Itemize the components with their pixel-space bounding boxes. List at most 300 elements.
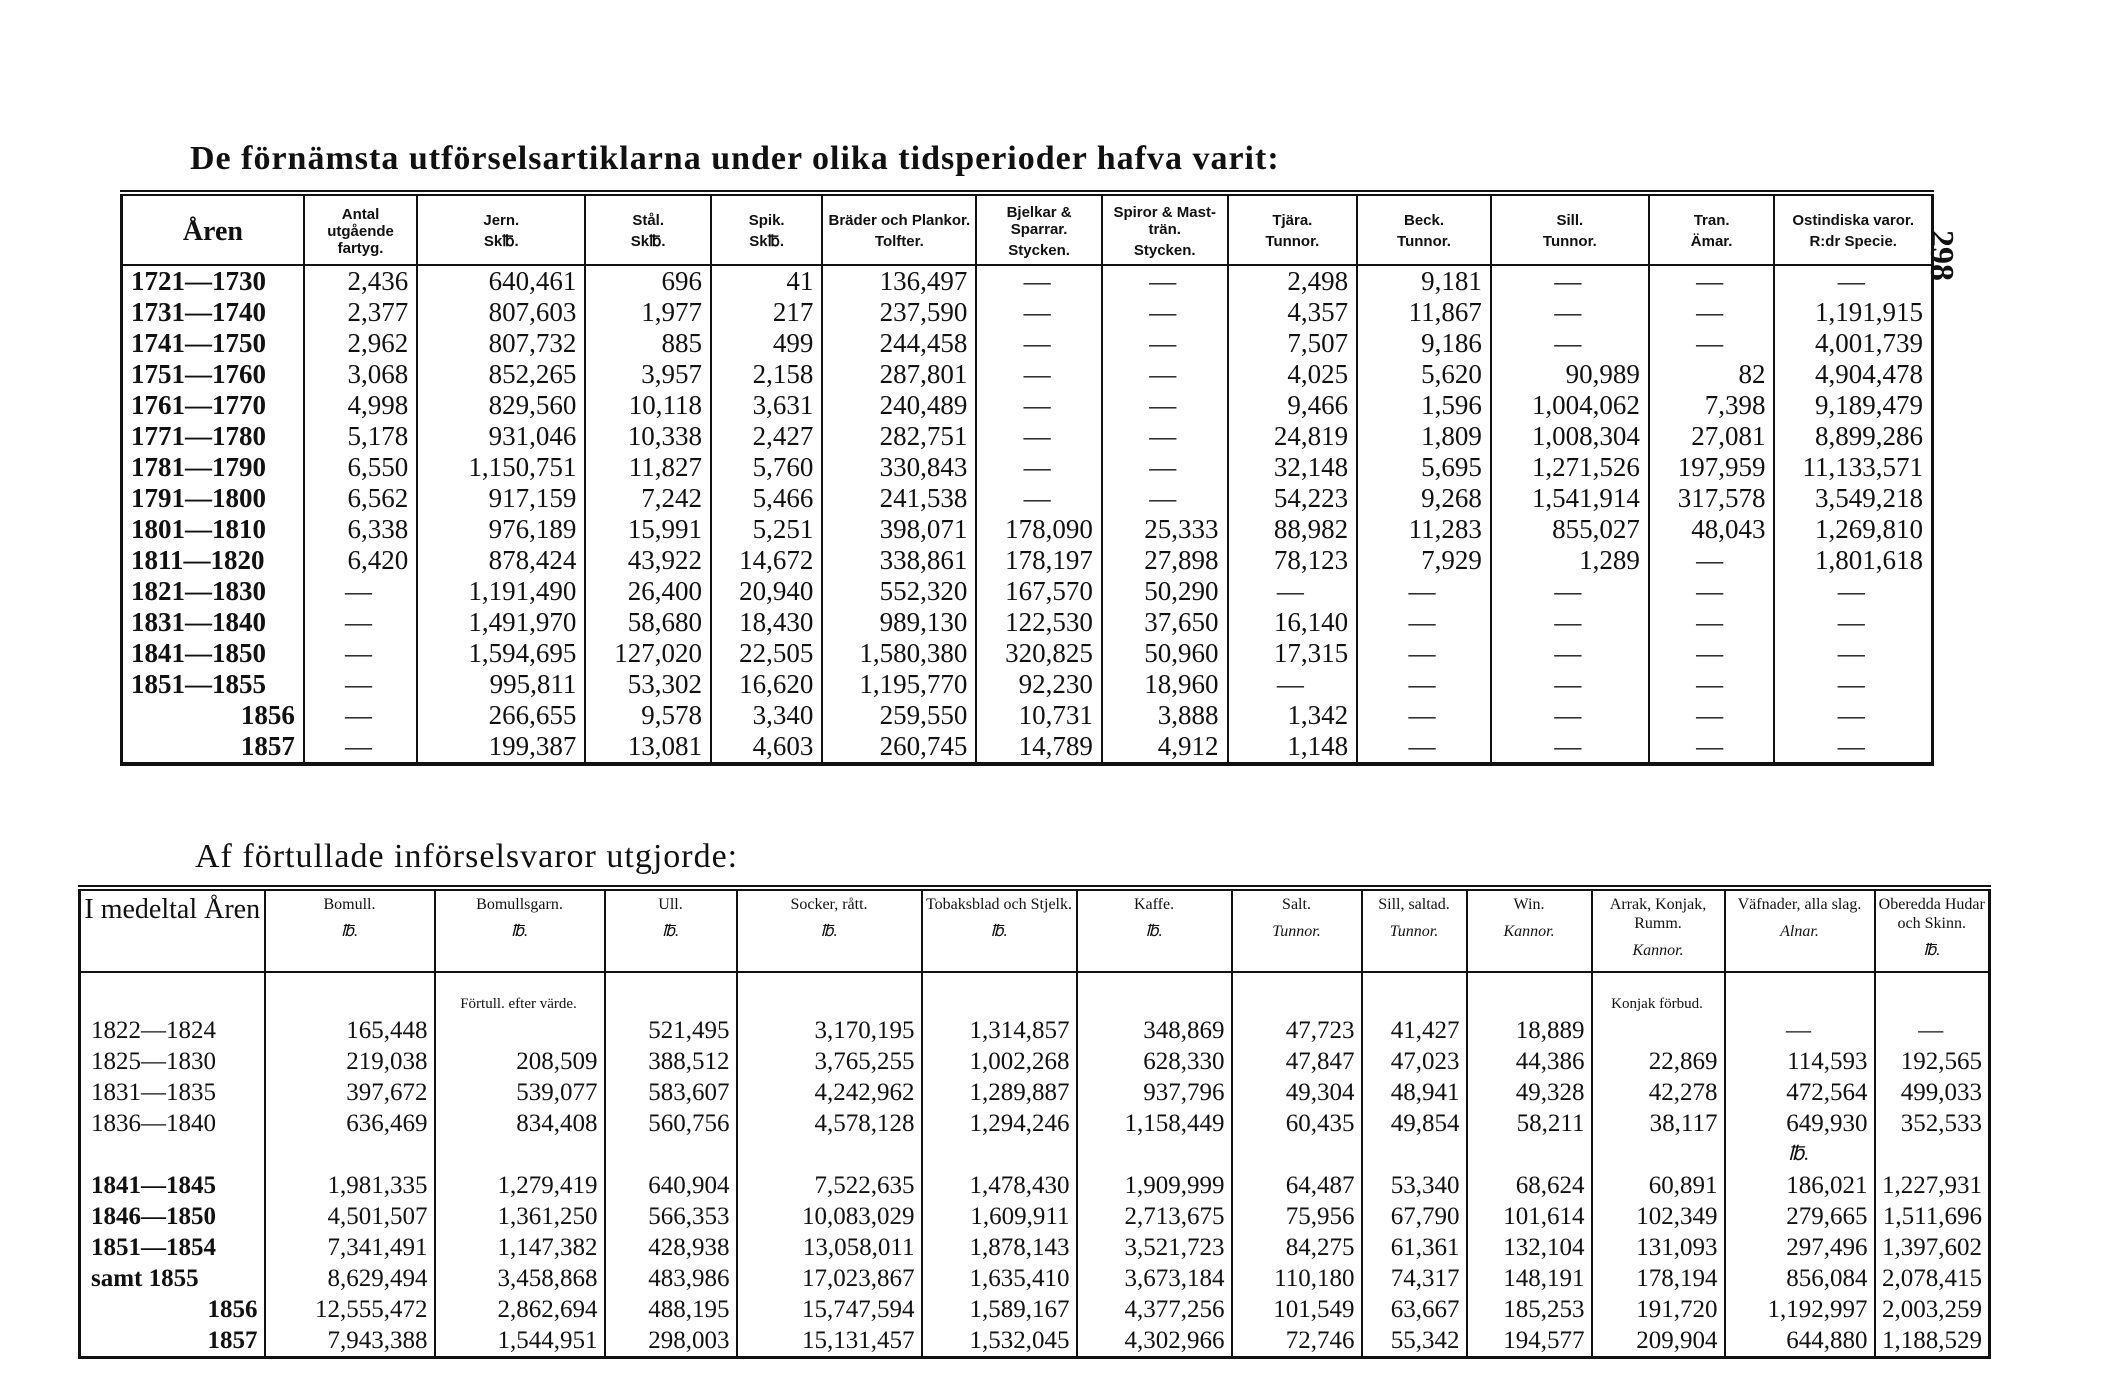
column-header <box>1228 193 1358 265</box>
table-cell: — <box>1102 265 1228 297</box>
export-table <box>120 190 1934 766</box>
table-cell: 7,929 <box>1357 545 1491 576</box>
table-cell: 61,361 <box>1362 1232 1467 1263</box>
row-year: 1856 <box>240 700 295 730</box>
column-header <box>1467 888 1592 972</box>
table-cell: 72,746 <box>1232 1325 1362 1358</box>
note-bomullsgarn: Förtull. efter värde. <box>435 972 605 1015</box>
table-cell: 2,862,694 <box>435 1294 605 1325</box>
table-cell <box>922 972 1077 1015</box>
column-header-name: Spik. <box>748 212 785 229</box>
table-cell: — <box>1228 669 1358 700</box>
row-year: 1836—1840 <box>91 1110 216 1137</box>
table-cell: 217 <box>711 297 822 328</box>
table-cell: 279,665 <box>1725 1201 1875 1232</box>
table-cell: 50,960 <box>1102 638 1228 669</box>
table-cell: 84,275 <box>1232 1232 1362 1263</box>
table-cell: 27,081 <box>1649 421 1775 452</box>
table-cell: — <box>304 731 417 764</box>
table-cell: 628,330 <box>1077 1046 1232 1077</box>
table-cell: 26,400 <box>585 576 711 607</box>
table-cell <box>80 1139 265 1170</box>
table-cell: 9,466 <box>1228 390 1358 421</box>
table-cell: 7,398 <box>1649 390 1775 421</box>
table-cell: 53,340 <box>1362 1170 1467 1201</box>
table-cell: 1,192,997 <box>1725 1294 1875 1325</box>
table-cell: 16,140 <box>1228 607 1358 638</box>
column-header-name: Sill, saltad. <box>1378 896 1450 913</box>
table-cell: 7,507 <box>1228 328 1358 359</box>
column-header <box>265 888 435 972</box>
table-cell: 14,672 <box>711 545 822 576</box>
column-header-name: Bomullsgarn. <box>476 896 563 913</box>
column-header-name: I medeltal Åren <box>84 894 261 925</box>
column-header <box>922 888 1077 972</box>
table-cell: 240,489 <box>822 390 976 421</box>
table-cell <box>265 972 435 1015</box>
table-cell: 10,118 <box>585 390 711 421</box>
table-row <box>122 669 1933 700</box>
table-cell: 48,941 <box>1362 1077 1467 1108</box>
table-cell: 22,505 <box>711 638 822 669</box>
row-year: 1851—1854 <box>91 1234 216 1261</box>
table-cell: 1,397,602 <box>1875 1232 1990 1263</box>
table-cell: 241,538 <box>822 483 976 514</box>
table-cell: 67,790 <box>1362 1201 1467 1232</box>
column-header-unit: Kannor. <box>1632 942 1684 959</box>
table-cell: 640,904 <box>605 1170 737 1201</box>
table-cell: 18,430 <box>711 607 822 638</box>
page-title: De förnämsta utförselsartiklarna under olika tidsperioder hafva varit: <box>190 140 1280 177</box>
table-cell: 6,562 <box>304 483 417 514</box>
table-row <box>122 700 1933 731</box>
table-cell: 4,302,966 <box>1077 1325 1232 1358</box>
table-cell: 1,289 <box>1491 545 1649 576</box>
table-cell: — <box>976 483 1102 514</box>
table-cell: — <box>1102 297 1228 328</box>
column-header-unit: ℔. <box>661 923 680 940</box>
table-cell <box>737 972 922 1015</box>
table-cell: 44,386 <box>1467 1046 1592 1077</box>
table-cell <box>265 1139 435 1170</box>
table-cell: 3,888 <box>1102 700 1228 731</box>
table-cell: 60,435 <box>1232 1108 1362 1139</box>
table-cell: 696 <box>585 265 711 297</box>
table-cell: — <box>976 452 1102 483</box>
table-row <box>122 421 1933 452</box>
table-cell: 1,541,914 <box>1491 483 1649 514</box>
table-cell: 4,998 <box>304 390 417 421</box>
column-header-name: Bräder och Plankor. <box>828 212 971 229</box>
table-cell: 15,747,594 <box>737 1294 922 1325</box>
table-cell: — <box>1357 700 1491 731</box>
table-cell: 11,133,571 <box>1774 452 1932 483</box>
table-cell: 11,283 <box>1357 514 1491 545</box>
table-cell: 1,004,062 <box>1491 390 1649 421</box>
table-cell: 10,731 <box>976 700 1102 731</box>
table-cell <box>922 1139 1077 1170</box>
column-header <box>585 193 711 265</box>
table-cell: 488,195 <box>605 1294 737 1325</box>
table-row <box>122 576 1933 607</box>
table-cell <box>737 1139 922 1170</box>
table-cell: — <box>304 700 417 731</box>
table-cell: 54,223 <box>1228 483 1358 514</box>
table-cell: 3,631 <box>711 390 822 421</box>
table-cell: 917,159 <box>417 483 585 514</box>
table-cell: 18,889 <box>1467 1015 1592 1046</box>
table-cell: 807,732 <box>417 328 585 359</box>
table-cell: 136,497 <box>822 265 976 297</box>
column-header <box>1725 888 1875 972</box>
table-cell: 282,751 <box>822 421 976 452</box>
table-cell: — <box>1228 576 1358 607</box>
table-cell: 32,148 <box>1228 452 1358 483</box>
table-cell: 7,522,635 <box>737 1170 922 1201</box>
table-cell <box>1725 972 1875 1015</box>
table-cell: 49,304 <box>1232 1077 1362 1108</box>
note-row <box>80 972 1990 1015</box>
table-cell <box>1362 1139 1467 1170</box>
table-cell: — <box>1102 421 1228 452</box>
table-cell: 42,278 <box>1592 1077 1725 1108</box>
table-cell: — <box>1649 328 1775 359</box>
table-row <box>122 638 1933 669</box>
table-cell: 4,603 <box>711 731 822 764</box>
table-cell: 878,424 <box>417 545 585 576</box>
table-cell: 1,589,167 <box>922 1294 1077 1325</box>
table-cell: 397,672 <box>265 1077 435 1108</box>
column-header-name: Antal utgående fartyg. <box>327 205 394 257</box>
table-cell <box>605 1139 737 1170</box>
table-cell: 41,427 <box>1362 1015 1467 1046</box>
column-header <box>1357 193 1491 265</box>
table-cell: 2,427 <box>711 421 822 452</box>
table-cell: 191,720 <box>1592 1294 1725 1325</box>
import-table-header <box>80 888 1990 972</box>
table-cell: 1,596 <box>1357 390 1491 421</box>
table-cell: 1,981,335 <box>265 1170 435 1201</box>
column-header-name: Spiror & Mast-trän. <box>1113 203 1216 238</box>
table-row <box>80 1294 1990 1325</box>
import-table-body <box>80 972 1990 1358</box>
table-cell: 320,825 <box>976 638 1102 669</box>
table-cell: 317,578 <box>1649 483 1775 514</box>
column-header <box>976 193 1102 265</box>
table-cell: 192,565 <box>1875 1046 1990 1077</box>
column-header <box>711 193 822 265</box>
table-cell: 3,957 <box>585 359 711 390</box>
table-cell: 63,667 <box>1362 1294 1467 1325</box>
column-header-name: Tobaksblad och Stjelk. <box>926 896 1072 913</box>
column-header <box>1362 888 1467 972</box>
table-cell: 4,501,507 <box>265 1201 435 1232</box>
page-number: 298 <box>1923 230 1960 281</box>
unit-row <box>80 1139 1990 1170</box>
column-header-unit: Kannor. <box>1503 923 1555 940</box>
table-cell: 885 <box>585 328 711 359</box>
table-cell: — <box>1102 328 1228 359</box>
table-row <box>122 297 1933 328</box>
row-year: 1751—1760 <box>131 359 266 389</box>
table-cell: 989,130 <box>822 607 976 638</box>
table-cell: 13,081 <box>585 731 711 764</box>
table-cell: 6,550 <box>304 452 417 483</box>
table-cell: 3,170,195 <box>737 1015 922 1046</box>
table-cell: 186,021 <box>1725 1170 1875 1201</box>
column-header-name: Tran. <box>1693 212 1730 229</box>
table-cell <box>80 972 265 1015</box>
table-cell: 5,178 <box>304 421 417 452</box>
table-cell: — <box>976 390 1102 421</box>
column-header <box>737 888 922 972</box>
column-header <box>1774 193 1932 265</box>
table-cell: — <box>1649 669 1775 700</box>
table-cell: 2,436 <box>304 265 417 297</box>
column-header-unit: Alnar. <box>1780 923 1819 940</box>
table-cell: — <box>1649 297 1775 328</box>
table-cell: 41 <box>711 265 822 297</box>
table-cell: — <box>976 328 1102 359</box>
table-cell: 521,495 <box>605 1015 737 1046</box>
table-cell: 14,789 <box>976 731 1102 764</box>
table-cell: 49,328 <box>1467 1077 1592 1108</box>
column-header-unit: Tunnor. <box>1272 923 1321 940</box>
table-cell: — <box>1491 731 1649 764</box>
table-cell: 1,008,304 <box>1491 421 1649 452</box>
table-cell: 644,880 <box>1725 1325 1875 1358</box>
table-row <box>80 1263 1990 1294</box>
table-cell: 165,448 <box>265 1015 435 1046</box>
column-header-name: Bjelkar & Sparrar. <box>1006 203 1072 238</box>
row-year: 1856 <box>207 1296 258 1323</box>
table-cell: 1,148 <box>1228 731 1358 764</box>
table-row <box>122 452 1933 483</box>
column-header-unit: Tolfter. <box>874 233 924 250</box>
table-row <box>80 1232 1990 1263</box>
table-cell: 15,131,457 <box>737 1325 922 1358</box>
table-cell: — <box>976 265 1102 297</box>
column-header-unit: Sk℔. <box>483 233 519 250</box>
note-arrak: Konjak förbud. <box>1592 972 1725 1015</box>
table-cell: 1,801,618 <box>1774 545 1932 576</box>
row-year: 1831—1840 <box>131 607 266 637</box>
table-cell: — <box>976 421 1102 452</box>
table-cell: — <box>1725 1015 1875 1046</box>
table-cell: 199,387 <box>417 731 585 764</box>
column-header-name: Stål. <box>632 212 665 229</box>
table-cell: — <box>304 669 417 700</box>
row-year: 1857 <box>207 1327 258 1354</box>
row-year: 1821—1830 <box>131 576 266 606</box>
column-header-unit: Sk℔. <box>749 233 785 250</box>
table-cell: 17,315 <box>1228 638 1358 669</box>
table-cell: 58,211 <box>1467 1108 1592 1139</box>
table-cell: 178,194 <box>1592 1263 1725 1294</box>
column-header <box>304 193 417 265</box>
column-header <box>605 888 737 972</box>
table-cell: 1,188,529 <box>1875 1325 1990 1358</box>
table-cell: 37,650 <box>1102 607 1228 638</box>
table-cell: 2,377 <box>304 297 417 328</box>
table-cell <box>1232 1139 1362 1170</box>
table-cell: 1,271,526 <box>1491 452 1649 483</box>
table-cell: — <box>1774 700 1932 731</box>
table-cell: 48,043 <box>1649 514 1775 545</box>
column-header-unit: Tunnor. <box>1542 233 1597 250</box>
table-cell: 5,760 <box>711 452 822 483</box>
table-cell: — <box>1102 452 1228 483</box>
table-row <box>122 607 1933 638</box>
table-cell: 38,117 <box>1592 1108 1725 1139</box>
column-header <box>417 193 585 265</box>
table-cell: 1,191,915 <box>1774 297 1932 328</box>
column-header-unit: R:dr Specie. <box>1809 233 1897 250</box>
row-year: 1741—1750 <box>131 328 266 358</box>
table-cell: 25,333 <box>1102 514 1228 545</box>
table-cell: — <box>1102 359 1228 390</box>
table-cell: 1,279,419 <box>435 1170 605 1201</box>
column-header <box>1875 888 1990 972</box>
column-header-name: Jern. <box>483 212 520 229</box>
table-cell: — <box>976 297 1102 328</box>
table-cell <box>1592 1015 1725 1046</box>
table-cell: 167,570 <box>976 576 1102 607</box>
table-cell: 110,180 <box>1232 1263 1362 1294</box>
table-cell: — <box>1102 483 1228 514</box>
table-cell: — <box>1491 669 1649 700</box>
import-table <box>78 885 1991 1359</box>
table-cell: 3,673,184 <box>1077 1263 1232 1294</box>
table-cell: 101,614 <box>1467 1201 1592 1232</box>
table-cell: 1,269,810 <box>1774 514 1932 545</box>
table-row <box>122 731 1933 764</box>
table-cell: 1,227,931 <box>1875 1170 1990 1201</box>
table-cell: 1,977 <box>585 297 711 328</box>
table-cell <box>1875 1139 1990 1170</box>
table-cell: 132,104 <box>1467 1232 1592 1263</box>
table-cell: — <box>304 576 417 607</box>
table-cell: 338,861 <box>822 545 976 576</box>
table-row <box>80 1046 1990 1077</box>
table-cell <box>1232 972 1362 1015</box>
table-cell: — <box>1357 576 1491 607</box>
table-cell: — <box>1774 669 1932 700</box>
table-cell: 17,023,867 <box>737 1263 922 1294</box>
table-cell: 244,458 <box>822 328 976 359</box>
column-header <box>1649 193 1775 265</box>
table-cell: 649,930 <box>1725 1108 1875 1139</box>
table-cell: — <box>1649 638 1775 669</box>
table-cell: 78,123 <box>1228 545 1358 576</box>
table-cell: 90,989 <box>1491 359 1649 390</box>
table-cell: 8,899,286 <box>1774 421 1932 452</box>
table-cell: 636,469 <box>265 1108 435 1139</box>
table-cell <box>435 1015 605 1046</box>
table-cell: — <box>1491 700 1649 731</box>
table-cell: 1,532,045 <box>922 1325 1077 1358</box>
table-cell <box>605 972 737 1015</box>
table-cell: 9,186 <box>1357 328 1491 359</box>
table-cell: 1,635,410 <box>922 1263 1077 1294</box>
table-cell: — <box>304 607 417 638</box>
table-cell: — <box>1357 731 1491 764</box>
table-cell <box>1592 1139 1725 1170</box>
row-year: 1811—1820 <box>131 545 265 575</box>
table-cell: 10,083,029 <box>737 1201 922 1232</box>
column-header-name: Sill. <box>1556 212 1584 229</box>
column-header-unit: Ämar. <box>1690 233 1733 250</box>
table-cell: — <box>1649 265 1775 297</box>
table-cell: 178,090 <box>976 514 1102 545</box>
column-header-name: Tjära. <box>1272 212 1313 229</box>
table-cell: — <box>1491 328 1649 359</box>
table-cell: 4,025 <box>1228 359 1358 390</box>
column-header <box>122 193 304 265</box>
table-row <box>122 390 1933 421</box>
table-cell: 27,898 <box>1102 545 1228 576</box>
table-cell: 11,867 <box>1357 297 1491 328</box>
import-table-title: Af förtullade införselsvaror utgjorde: <box>195 838 739 875</box>
table-cell: — <box>1102 390 1228 421</box>
table-cell: 7,943,388 <box>265 1325 435 1358</box>
table-cell: 1,195,770 <box>822 669 976 700</box>
table-cell: 937,796 <box>1077 1077 1232 1108</box>
table-cell: — <box>1491 265 1649 297</box>
table-cell: 1,150,751 <box>417 452 585 483</box>
table-cell: — <box>1649 576 1775 607</box>
table-cell: 47,847 <box>1232 1046 1362 1077</box>
table-cell: 2,003,259 <box>1875 1294 1990 1325</box>
table-cell: 9,268 <box>1357 483 1491 514</box>
column-header-name: Socker, rått. <box>790 896 868 913</box>
table-cell: 237,590 <box>822 297 976 328</box>
table-cell: 101,549 <box>1232 1294 1362 1325</box>
row-year: 1761—1770 <box>131 390 266 420</box>
table-cell: 9,181 <box>1357 265 1491 297</box>
table-cell: 131,093 <box>1592 1232 1725 1263</box>
table-cell: 4,578,128 <box>737 1108 922 1139</box>
table-cell: 4,912 <box>1102 731 1228 764</box>
table-cell: 499,033 <box>1875 1077 1990 1108</box>
table-row <box>80 1015 1990 1046</box>
table-cell: — <box>1491 638 1649 669</box>
table-cell: 4,377,256 <box>1077 1294 1232 1325</box>
table-cell: 330,843 <box>822 452 976 483</box>
table-cell: — <box>1491 607 1649 638</box>
table-cell: — <box>1649 731 1775 764</box>
table-cell: 2,078,415 <box>1875 1263 1990 1294</box>
table-cell: 43,922 <box>585 545 711 576</box>
table-cell: 6,338 <box>304 514 417 545</box>
column-header-name: Oberedda Hudar och Skinn. <box>1878 896 1985 932</box>
table-cell: — <box>1491 576 1649 607</box>
table-cell: 1,580,380 <box>822 638 976 669</box>
table-row <box>80 1325 1990 1358</box>
table-cell: 1,609,911 <box>922 1201 1077 1232</box>
column-header <box>1102 193 1228 265</box>
table-cell: 5,466 <box>711 483 822 514</box>
table-cell: 1,191,490 <box>417 576 585 607</box>
table-cell: 3,549,218 <box>1774 483 1932 514</box>
table-cell: 197,959 <box>1649 452 1775 483</box>
row-year: 1771—1780 <box>131 421 266 451</box>
export-table-header <box>122 193 1933 265</box>
table-cell: 298,003 <box>605 1325 737 1358</box>
row-year: 1825—1830 <box>91 1048 216 1075</box>
table-cell: 5,695 <box>1357 452 1491 483</box>
table-cell: — <box>304 638 417 669</box>
